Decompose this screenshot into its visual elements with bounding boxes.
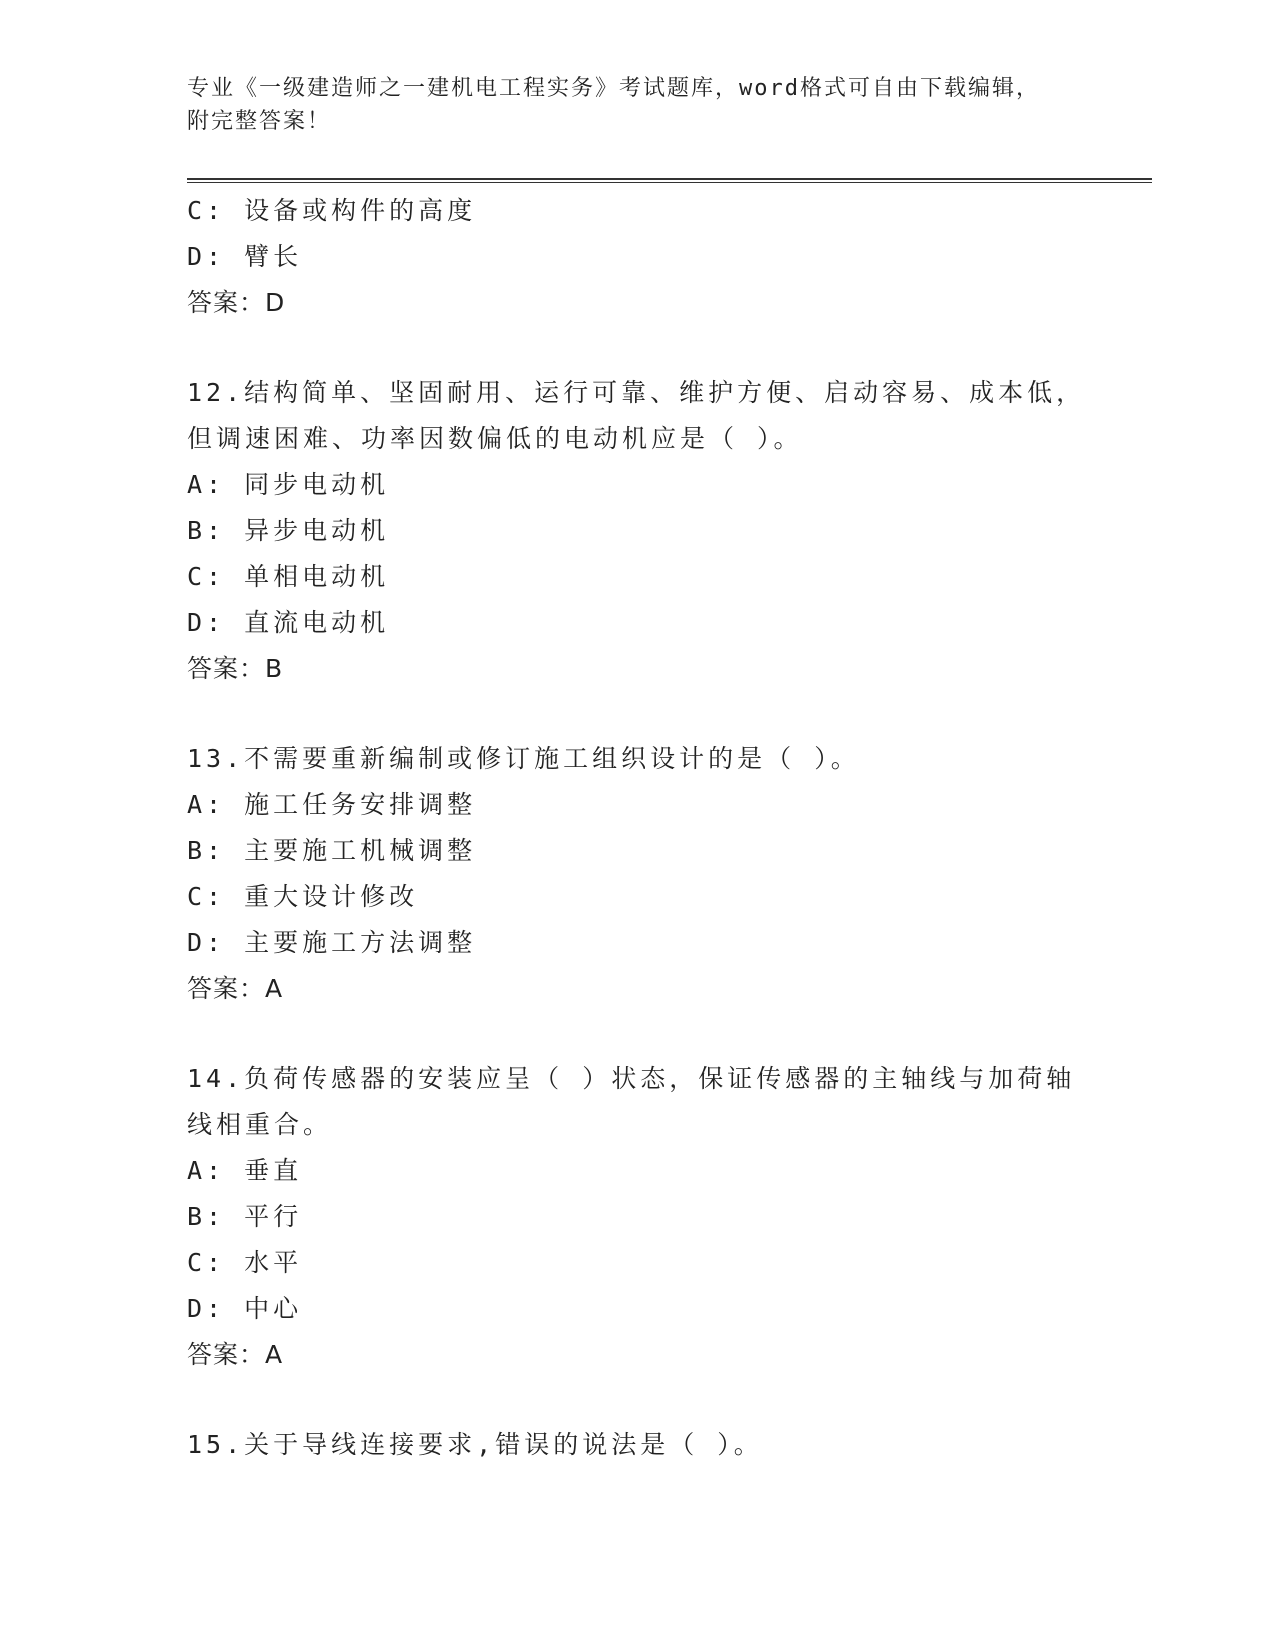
answer-line: 答案：A [187,1340,284,1369]
question-stem: 13.不需要重新编制或修订施工组织设计的是（ ）。 [187,744,860,773]
answer-line: 答案：B [187,654,284,683]
option-c: C: 水平 [187,1248,303,1277]
option-b: B: 异步电动机 [187,516,390,545]
question-14 [187,1056,1087,1378]
answer-line: 答案：D [187,288,286,317]
document-header [187,72,1087,138]
question-stem: 15.关于导线连接要求,错误的说法是（ ）。 [187,1430,763,1459]
question-13 [187,736,1087,1012]
option-d: D: 中心 [187,1294,303,1323]
question-content [187,188,1087,1468]
spacer [187,1378,1087,1422]
spacer [187,692,1087,736]
header-line-1: 专业《一级建造师之一建机电工程实务》考试题库，word格式可自由下载编辑， [187,76,1040,101]
option-d: D: 主要施工方法调整 [187,928,477,957]
option-d: D: 臂长 [187,242,303,271]
answer-line: 答案：A [187,974,284,1003]
question-12 [187,370,1087,692]
header-divider [187,178,1152,183]
question-stem: 但调速困难、功率因数偏低的电动机应是（ ）。 [187,424,803,453]
spacer [187,326,1087,370]
option-b: B: 主要施工机械调整 [187,836,477,865]
option-a: A: 垂直 [187,1156,303,1185]
option-c: C: 设备或构件的高度 [187,196,477,225]
question-stem: 线相重合。 [187,1110,333,1139]
option-c: C: 单相电动机 [187,562,390,591]
option-b: B: 平行 [187,1202,303,1231]
question-stem: 12.结构简单、坚固耐用、运行可靠、维护方便、启动容易、成本低， [187,378,1086,407]
header-line-2: 附完整答案！ [187,109,332,134]
question-11-tail [187,188,1087,326]
option-a: A: 施工任务安排调整 [187,790,477,819]
option-a: A: 同步电动机 [187,470,390,499]
option-c: C: 重大设计修改 [187,882,419,911]
spacer [187,1012,1087,1056]
question-15 [187,1422,1087,1468]
question-stem: 14.负荷传感器的安装应呈（ ）状态，保证传感器的主轴线与加荷轴 [187,1064,1076,1093]
option-d: D: 直流电动机 [187,608,390,637]
